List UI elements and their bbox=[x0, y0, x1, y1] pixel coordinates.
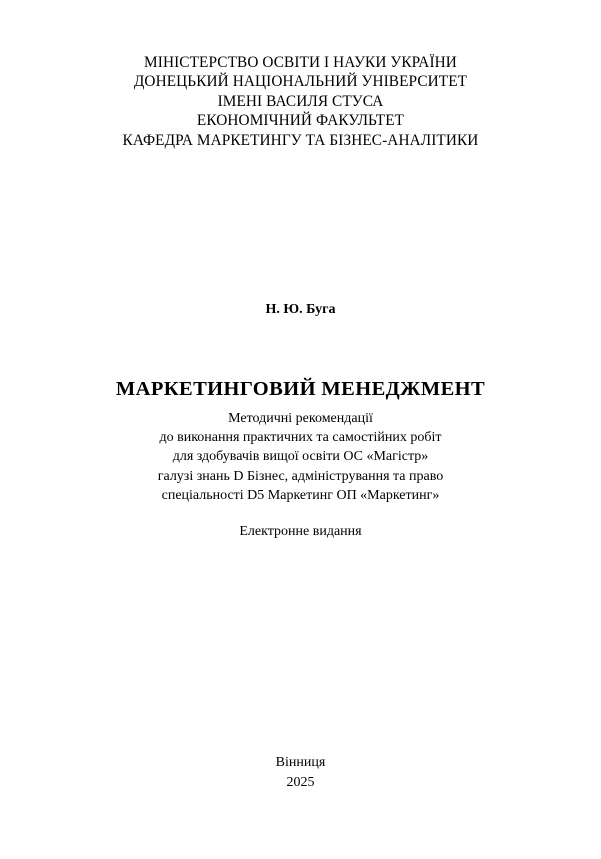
faculty-line: ЕКОНОМІЧНИЙ ФАКУЛЬТЕТ bbox=[196, 112, 405, 130]
description-line: до виконання практичних та самостійних робіт bbox=[159, 430, 442, 446]
ministry-line: МІНІСТЕРСТВО ОСВІТИ І НАУКИ УКРАЇНИ bbox=[144, 54, 457, 71]
university-line: ДОНЕЦЬКИЙ НАЦІОНАЛЬНИЙ УНІВЕРСИТЕТ bbox=[133, 73, 468, 91]
description-line: Методичні рекомендації bbox=[228, 411, 373, 426]
description-line: галузі знань D Бізнес, адміністрування та право bbox=[157, 468, 444, 484]
institution-header bbox=[0, 53, 601, 150]
department-line: КАФЕДРА МАРКЕТИНГУ ТА БІЗНЕС-АНАЛІТИКИ bbox=[122, 131, 479, 149]
city: Вінниця bbox=[275, 755, 326, 770]
imprint-footer bbox=[0, 753, 601, 792]
description-line: спеціальності D5 Маркетинг ОП «Маркетинг» bbox=[161, 487, 440, 503]
author-name: Н. Ю. Буга bbox=[265, 302, 336, 317]
edition-note: Електронне видання bbox=[239, 524, 362, 539]
document-description bbox=[0, 409, 601, 505]
university-name-line: ІМЕНІ ВАСИЛЯ СТУСА bbox=[217, 92, 384, 110]
year: 2025 bbox=[286, 774, 315, 790]
description-line: для здобувачів вищої освіти ОС «Магістр» bbox=[172, 449, 429, 465]
document-title: МАРКЕТИНГОВИЙ МЕНЕДЖМЕНТ bbox=[115, 378, 486, 400]
